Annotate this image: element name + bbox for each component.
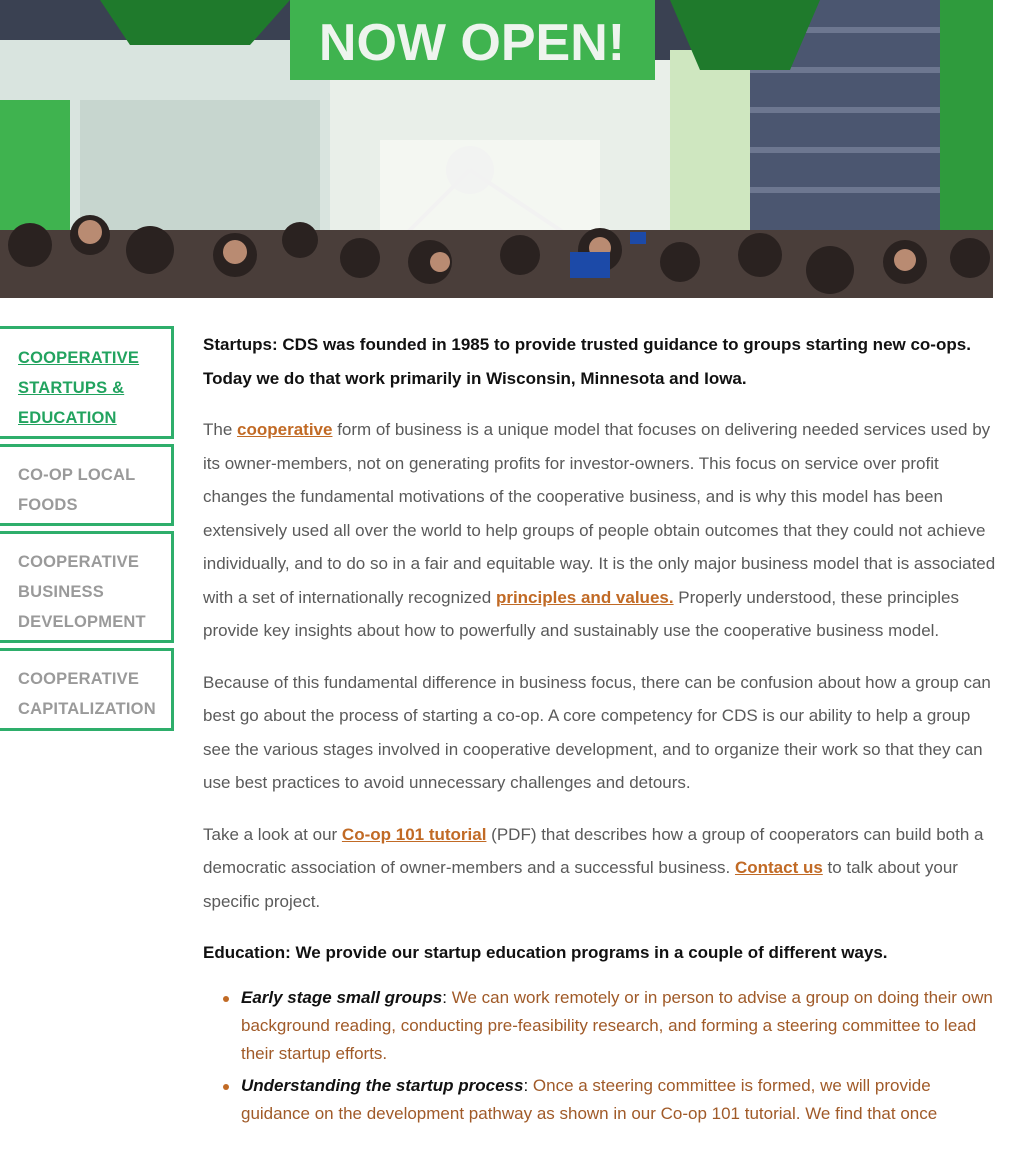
sidebar-item-cooperative-business-development[interactable] (0, 531, 174, 643)
paragraph-text: (PDF) that describes how a group of cooperators can build both a democratic association of owner-members and a successful business. (203, 824, 984, 877)
business-focus-paragraph: Because of this fundamental difference in business focus, there can be confusion about how a group can best go about the process of starting a co-op. A core competency for CDS is our ability to help a group see the various stages involved in cooperative development, and to organize their work so that they can use best practices to avoid unnecessary challenges and detours. (203, 672, 991, 792)
startups-intro: Startups: CDS was founded in 1985 to provide trusted guidance to groups starting new co-ops. Today we do that work primarily in Wisconsin, Minnesota and Iowa. (203, 335, 971, 388)
co-op-101-tutorial-link[interactable]: Co-op 101 tutorial (341, 824, 487, 844)
list-item (241, 984, 998, 1068)
sidebar-item-label: COOPERATIVE (18, 670, 140, 688)
sidebar-item-label: CO-OP LOCAL (18, 466, 136, 484)
sidebar-item-label: DEVELOPMENT (18, 613, 146, 631)
list-item-text: We can work remotely or in person to advise a group on doing their own background reading, conducting pre-feasibility research, and forming a steering committee to lead their startup efforts. (241, 987, 993, 1063)
sidebar-item-label: FOODS (18, 496, 78, 514)
sidebar-nav (0, 326, 175, 736)
paragraph-text: Properly understood, these principles provide key insights about how to powerfully and sustainably use the cooperative business model. (203, 587, 959, 640)
cooperative-paragraph (203, 413, 998, 648)
list-item-colon: : (442, 987, 447, 1007)
sidebar-item-label: COOPERATIVE (18, 349, 140, 367)
sidebar-item-co-op-local-foods[interactable] (0, 444, 174, 526)
tutorial-paragraph (203, 818, 998, 919)
paragraph-text: The (203, 420, 238, 439)
hero-image (0, 0, 993, 298)
sidebar-item-label: STARTUPS & (18, 379, 125, 397)
principles-values-link[interactable]: principles and values. (495, 587, 674, 607)
list-item-text: Once a steering committee is formed, we will provide guidance on the development pathway as shown in our Co-op 101 tutorial. We find that once (241, 1075, 938, 1123)
education-intro: Education: We provide our startup education programs in a couple of different ways. (203, 943, 888, 962)
paragraph-text: to talk about your specific project. (203, 858, 958, 911)
list-item-term: Early stage small groups (241, 987, 443, 1007)
paragraph-text: Take a look at our (203, 824, 342, 844)
sidebar-item-label: CAPITALIZATION (18, 700, 156, 718)
hero-illustration (0, 0, 993, 298)
sidebar-item-label: BUSINESS (18, 583, 104, 601)
sidebar-item-label: COOPERATIVE (18, 553, 140, 571)
list-item (241, 1072, 998, 1128)
list-item-term: Understanding the startup process (241, 1075, 524, 1095)
now-open-sign: NOW OPEN! (318, 14, 626, 72)
sidebar-item-cooperative-startups-education[interactable] (0, 326, 174, 439)
paragraph-text: form of business is a unique model that focuses on delivering needed services used by its owner-members, not on generating profits for investor-owners. This focus on service over profit changes the fundamental motivations of the cooperative business, and is why this model has been extensively used all over the world to help groups of people obtain outcomes that they could not achieve individually, and to do so in a fair and equitable way. It is the only major business model that is associated with a set of internationally recognized (203, 420, 996, 607)
education-list (203, 984, 998, 1128)
contact-us-link[interactable]: Contact us (734, 858, 823, 877)
main-content (203, 328, 998, 1132)
cooperative-link[interactable]: cooperative (237, 420, 333, 439)
list-item-colon: : (523, 1075, 529, 1095)
sidebar-item-label: EDUCATION (18, 409, 117, 427)
sidebar-item-cooperative-capitalization[interactable] (0, 648, 174, 731)
